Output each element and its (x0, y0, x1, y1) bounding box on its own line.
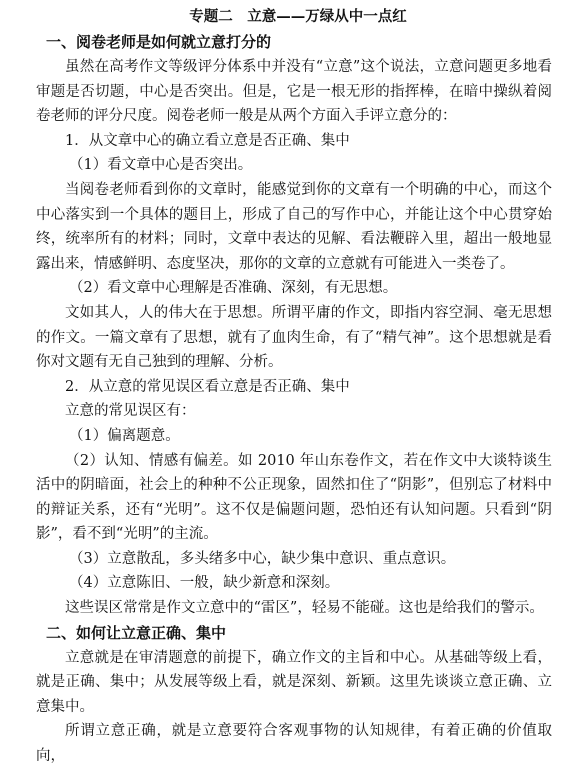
section1-intro: 虽然在高考作文等级评分体系中并没有“立意”这个说法，立意问题更多地看审题是否切题，中心是否突出。但是，它是一根无形的指挥棒，在暗中操纵着阅卷老师的评分尺度。阅卷老师一般是从两个方面入手评立意分的： (36, 59, 552, 125)
point1-sub2: （2）看文章中心理解是否准确、深刻，有无思想。 (69, 280, 398, 297)
point2-sub2: （2）认知、情感有偏差。如 2010 年山东卷作文，若在作文中大谈特谈生活中的阴暗面，社会上的种种不公正现象，固然扣住了“阴影”，但别忘了材料中的辩证关系，还有“光明”。这不仅是偏题问题，恐怕还有认知问题。只看到“阴影”，看不到“光明”的主流。 (36, 452, 552, 543)
section-heading-2: 二、如何让立意正确、集中 (46, 623, 227, 642)
section2-para1: 立意就是在审清题意的前提下，确立作文的主旨和中心。从基础等级上看，就是正确、集中；从发展等级上看，就是深刻、新颖。这里先谈谈立意正确、立意集中。 (36, 649, 552, 715)
point1-sub2-body: 文如其人，人的伟大在于思想。所谓平庸的作文，即指内容空洞、毫无思想的作文。一篇文章有了思想，就有了血肉生命，有了“精气神”。这个思想就是看你对文题有无自己独到的理解、分析。 (36, 304, 552, 371)
point2-sub4: （4）立意陈旧、一般，缺少新意和深刻。 (69, 575, 340, 592)
page-title: 专题二 立意——万绿从中一点红 (189, 8, 407, 25)
point2-lead: 立意的常见误区有： (65, 403, 196, 420)
section-heading-1: 一、阅卷老师是如何就立意打分的 (46, 33, 272, 51)
point2-heading: 2．从立意的常见误区看立意是否正确、集中 (65, 378, 350, 395)
section2-para2: 所谓立意正确，就是立意要符合客观事物的认知规律，有着正确的价值取向， (36, 723, 552, 765)
point1-heading: 1．从文章中心的确立看立意是否正确、集中 (65, 132, 350, 149)
point2-close: 这些误区常常是作文立意中的“雷区”，轻易不能碰。这也是给我们的警示。 (65, 600, 544, 617)
point1-sub1: （1）看文章中心是否突出。 (69, 157, 253, 174)
point2-sub3: （3）立意散乱，多头绪多中心，缺少集中意识、重点意识。 (69, 550, 456, 567)
point2-sub1: （1）偏离题意。 (69, 427, 180, 444)
point1-sub1-body: 当阅卷老师看到你的文章时，能感觉到你的文章有一个明确的中心，而这个中心落实到一个具体的题目上，形成了自己的写作中心，并能让这个中心贯穿始终，统率所有的材料；同时，文章中表达的见解、看法鞭辟入里，超出一般地显露出来，情感鲜明、态度坚决，那你的文章的立意就有可能进入一类卷了。 (36, 181, 552, 272)
